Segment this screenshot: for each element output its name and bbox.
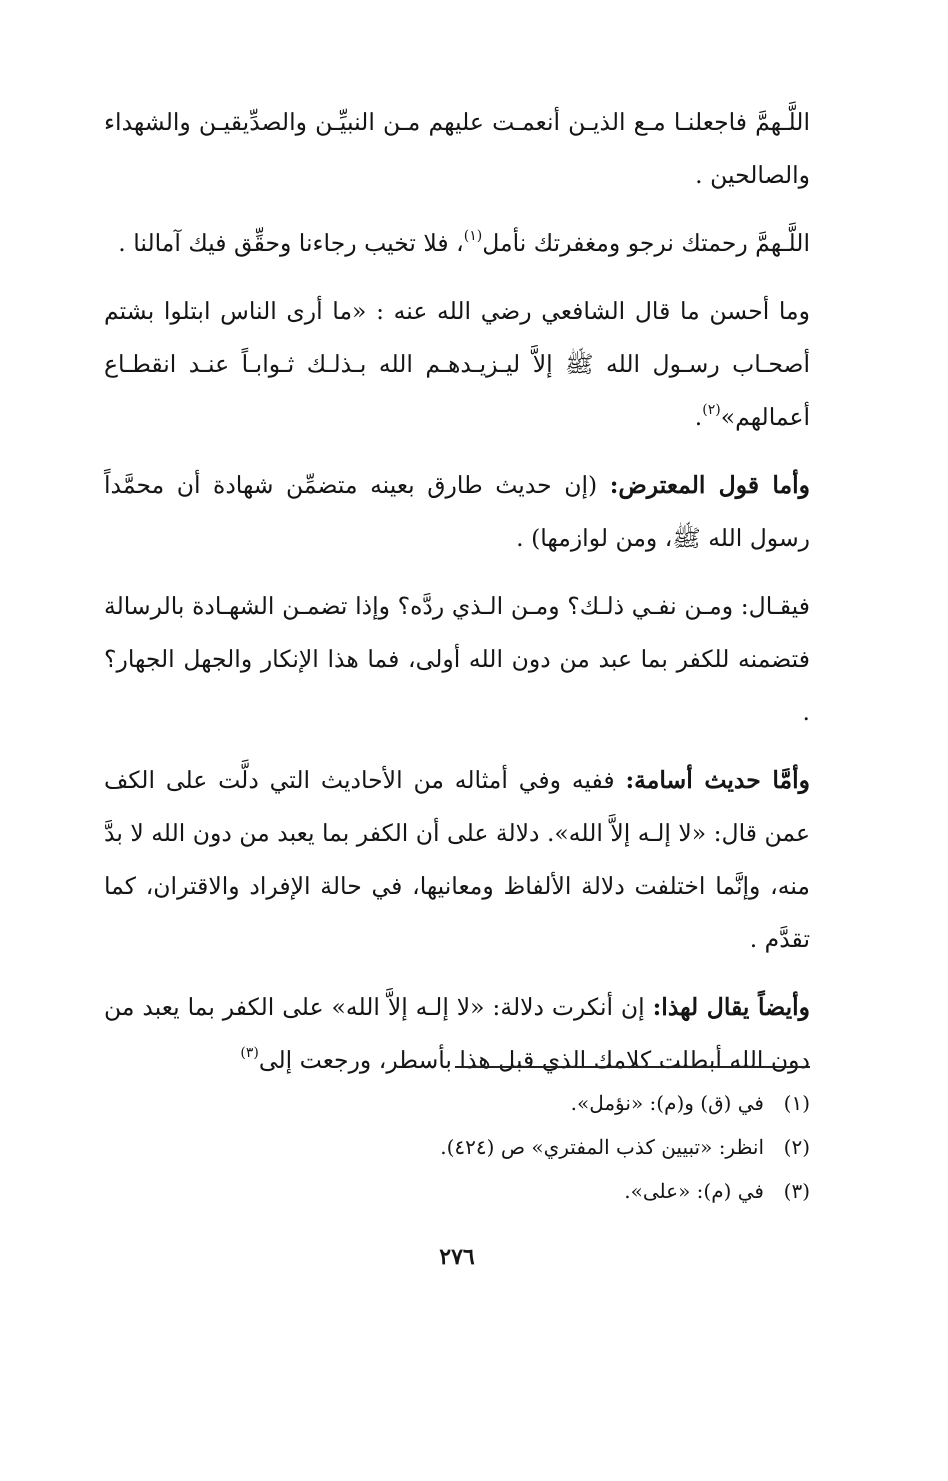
- paragraph-text: فيقـال: ومـن نفـي ذلـك؟ ومـن الـذي ردَّه؟ وإذا تضمـن الشهـادة بالرسالة فتضمنه للكفر بما عبد من دون الله أولى، فما هذا الإنكار والجهل الجهار؟ .: [104, 592, 810, 726]
- paragraph-lead: وأما قول المعترض:: [609, 471, 810, 499]
- footnote: [104, 1125, 810, 1169]
- paragraph: [104, 285, 810, 444]
- paragraph-text: ، فلا تخيب رجاءنا وحقِّق فيك آمالنا .: [118, 229, 464, 257]
- footnote-marker: (١): [463, 228, 483, 245]
- footnote-number: (٢): [783, 1135, 810, 1159]
- footnote-number: (١): [783, 1091, 810, 1115]
- paragraph-text: ففيه وفي أمثاله من الأحاديث التي دلَّت على الكف عمن قال: «لا إلـه إلاَّ الله». دلالة على أن الكفر بما يعبد من دون الله لا بدَّ منه، وإنَّما اختلفت دلالة الألفاظ ومعانيها، في حالة الإفراد والاقتران، كما تقدَّم .: [103, 766, 810, 953]
- footnote-text: في (ق) و(م): «نؤمل».: [570, 1091, 764, 1115]
- paragraph: [104, 96, 810, 202]
- paragraph-text: إن أنكرت دلالة: «لا إلـه إلاَّ الله» على الكفر بما يعبد من دون الله أبطلت كلامك الذي قبل هذا بأسطر، ورجعت إلى: [104, 993, 810, 1074]
- paragraph: [104, 459, 810, 565]
- footnote-marker: (٣): [240, 1045, 259, 1062]
- footnote-marker: (٢): [702, 402, 721, 419]
- footnote-divider: [455, 1066, 810, 1068]
- paragraph-lead: وأمَّا حديث أسامة:: [625, 766, 810, 794]
- footnote: [104, 1169, 810, 1213]
- paragraph-text: وما أحسن ما قال الشافعي رضي الله عنه : «ما أرى الناس ابتلوا بشتم أصحـاب رسـول الله ﷺ إلاَّ ليـزيـدهـم الله بـذلـك ثـوابـاً عنـد انقطـاع أعمالهم»: [104, 297, 810, 431]
- book-page: [104, 96, 810, 1326]
- paragraph-text: .: [694, 403, 703, 431]
- paragraph-text: اللَّـهمَّ رحمتك نرجو ومغفرتك نأمل: [482, 229, 810, 257]
- paragraph: [104, 981, 810, 1087]
- footnote-text: انظر: «تبيين كذب المفتري» ص (٤٢٤).: [440, 1135, 764, 1159]
- page-number: ٢٧٦: [439, 1244, 475, 1270]
- footnote-number: (٣): [783, 1179, 810, 1203]
- paragraph-text: اللَّـهمَّ فاجعلنـا مـع الذيـن أنعمـت عليهم مـن النبيِّـن والصدِّيقيـن والشهداء والصالحين .: [104, 108, 810, 189]
- paragraph-lead: وأيضاً يقال لهذا:: [652, 993, 811, 1021]
- body-text: [104, 96, 810, 1087]
- paragraph: [104, 754, 810, 966]
- paragraph: [104, 580, 810, 739]
- footnotes: [104, 1081, 810, 1213]
- footnote: [104, 1081, 810, 1125]
- footnote-text: في (م): «على».: [624, 1179, 764, 1203]
- paragraph: [104, 217, 810, 270]
- paragraph-text: (إن حديث طارق بعينه متضمِّن شهادة أن محمَّداً رسول الله ﷺ، ومن لوازمها) .: [104, 471, 810, 552]
